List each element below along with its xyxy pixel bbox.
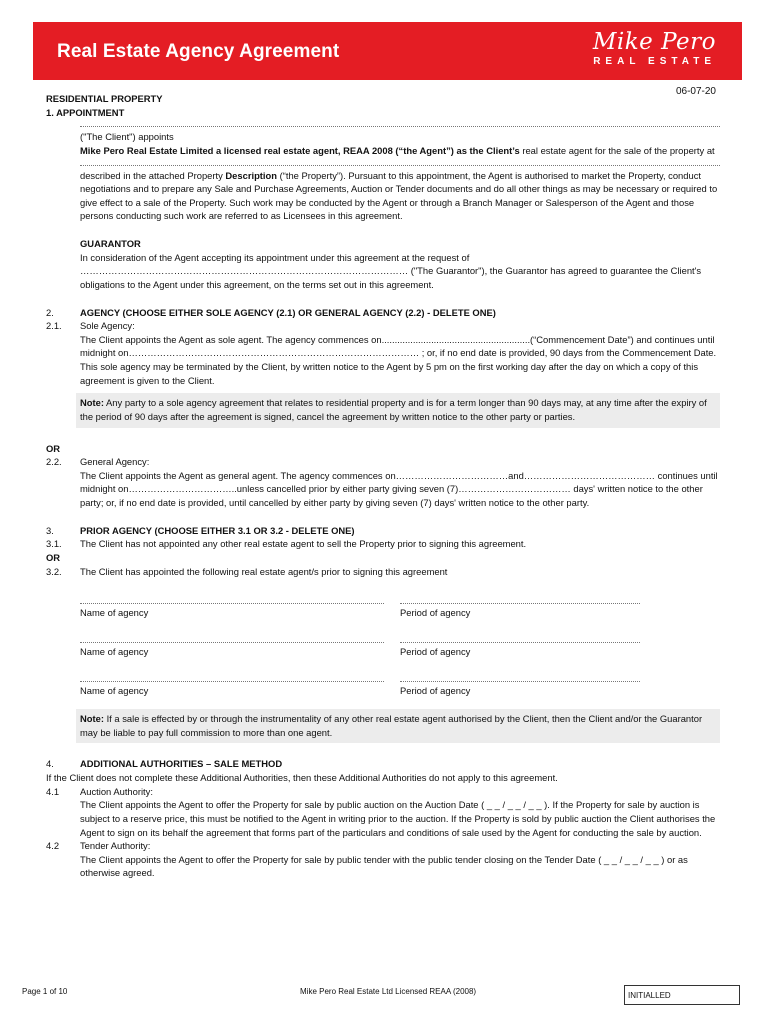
section-number: 3.1. xyxy=(46,538,62,550)
agency-period-field[interactable] xyxy=(400,670,640,682)
guarantor-heading: GUARANTOR xyxy=(80,238,141,249)
tender-authority-row xyxy=(46,839,720,853)
section-heading-appointment: 1. APPOINTMENT xyxy=(46,106,125,118)
agent-appointment-text xyxy=(80,144,720,158)
prior-agency-32-row xyxy=(46,565,720,579)
prior-agency-32-text: The Client has appointed the following real estate agent/s prior to signing this agreement xyxy=(80,565,448,577)
note-label: Note: xyxy=(80,397,104,409)
or-label: OR xyxy=(46,551,61,563)
agency-name-label: Name of agency xyxy=(80,646,149,658)
agency-period-label: Period of agency xyxy=(400,607,471,619)
agency-period-field[interactable] xyxy=(400,631,640,643)
logo-subtitle: REAL ESTATE xyxy=(593,56,716,67)
prior-agency-heading: PRIOR AGENCY (CHOOSE EITHER 3.1 OR 3.2 - DELETE ONE) xyxy=(80,524,355,536)
guarantor-text: In consideration of the Agent accepting its appointment under this agreement at the request of …………………………………………………………………………………………… ("The Guarantor"), the Guarantor has agreed to guarantee the Client's obligations to the Agent under this agreement, on the terms set out in this agreement. xyxy=(80,251,702,290)
agency-name-field[interactable] xyxy=(80,631,384,643)
auction-authority-row xyxy=(46,785,720,799)
note-label: Note: xyxy=(80,713,104,725)
prior-agency-row xyxy=(80,592,720,631)
agency-period-label: Period of agency xyxy=(400,685,471,697)
auction-authority-label: Auction Authority: xyxy=(80,785,153,797)
desc-pre: described in the attached Property xyxy=(80,169,226,181)
section-number: 3.2. xyxy=(46,565,62,577)
section-number: 4.1 xyxy=(46,785,60,797)
agency-name-label: Name of agency xyxy=(80,685,149,697)
prior-agency-row xyxy=(80,670,720,709)
agency-heading-row xyxy=(46,306,720,320)
section-number: 2. xyxy=(46,306,54,318)
agency-name-field[interactable] xyxy=(80,670,384,682)
sole-agency-row xyxy=(46,319,720,333)
property-address-field[interactable] xyxy=(80,158,720,166)
document-body xyxy=(46,92,720,880)
tender-authority-text: The Client appoints the Agent to offer the Property for sale by public tender with the public tender closing on the Tender Date ( _ _ / _ _ / _ _ ) or as otherwise agreed. xyxy=(80,853,688,879)
header-banner xyxy=(33,22,742,80)
client-name-field[interactable] xyxy=(80,119,720,127)
agency-name-label: Name of agency xyxy=(80,607,149,619)
document-title: Real Estate Agency Agreement xyxy=(57,41,340,62)
tender-authority-label: Tender Authority: xyxy=(80,840,151,852)
section-number: 4. xyxy=(46,758,54,770)
or-label: OR xyxy=(46,442,61,454)
sole-agency-label: Sole Agency: xyxy=(80,320,135,332)
agency-name-field[interactable] xyxy=(80,592,384,604)
prior-agency-31-row xyxy=(46,537,720,551)
section-number: 2.1. xyxy=(46,320,62,332)
sole-agency-text: The Client appoints the Agent as sole agent. The agency commences on.........................................................(“Commencement Date”) and continues until midnight on………………………………………………………………………………… ; or, if no end date is provided, 90 days from the Commencement Date. xyxy=(80,333,717,359)
document-date: 06-07-20 xyxy=(675,86,716,97)
sole-agency-termination: This sole agency may be terminated by the Client, by written notice to the Agent by 5 pm on the first working day after the day on which a copy of this agreement is given to the Client. xyxy=(80,361,699,386)
desc-bold: Description xyxy=(225,169,277,181)
page-number: Page 1 of 10 xyxy=(22,987,68,996)
sole-agency-note xyxy=(76,393,720,427)
prior-agency-31-text: The Client has not appointed any other real estate agent to sell the Property prior to signing this agreement. xyxy=(80,538,527,550)
auction-authority-text: The Client appoints the Agent to offer the Property for sale by public auction on the Auction Date ( _ _ / _ _ / _ _ ). If the Property for sale by auction is subject to a reserve price, this must be notified to the Agent in writing prior to the auction. If the Property is sold by public auction the Client authorises the Agent to sign on its behalf the agreement that forms part of the particulars and conditions of sale used by the Agent for conducting the sale by auction. xyxy=(80,799,716,838)
agency-period-field[interactable] xyxy=(400,592,640,604)
section-heading-residential: RESIDENTIAL PROPERTY xyxy=(46,93,163,104)
agency-period-label: Period of agency xyxy=(400,646,471,658)
note-text: If a sale is effected by or through the instrumentality of any other real estate agent authorised by the Client, then the Client and/or the Guarantor may be liable to pay full commission to more than one agent. xyxy=(80,713,703,738)
prior-agency-note xyxy=(76,709,720,743)
agency-heading: AGENCY (CHOOSE EITHER SOLE AGENCY (2.1) OR GENERAL AGENCY (2.2) - DELETE ONE) xyxy=(80,306,496,318)
agent-bold: Mike Pero Real Estate Limited a licensed real estate agent, REAA 2008 (“the Agent”) as the Client’s xyxy=(80,144,520,156)
note-text: Any party to a sole agency agreement that relates to residential property and is for a term longer than 90 days may, at any time after the expiry of the period of 90 days after the agreement is signed, cancel the agreement by written notice to the other party or parties. xyxy=(80,397,707,422)
desc-rest: (“the Property”). Pursuant to this appointment, the Agent is authorised to market the Property, conduct negotiations and to prepare any Sale and Purchase Agreements, Auction or Tender documents and do all other things as may be necessary or required to give effect to a sale of the Property. Such work may be conducted by the Agent or through a Branch Manager or Salesperson of the Agent and those persons conducting such work are referred to as Licensees in this agreement. xyxy=(80,169,718,222)
additional-authorities-intro: If the Client does not complete these Additional Authorities, then these Additional Authorities do not apply to this agreement. xyxy=(46,772,558,783)
general-agency-text: The Client appoints the Agent as general agent. The agency commences on………………………………and…………………………………… continues until midnight on……………………………..unless cancelled prior by either party giving seven (7)……………………………… days' written notice to the other party; or, if no end date is provided, until cancelled by either party by giving seven (7) days' written notice to the other party. xyxy=(80,469,718,508)
logo-script: Mike Pero xyxy=(592,29,716,55)
section-number: 3. xyxy=(46,524,54,536)
prior-agency-row xyxy=(80,631,720,670)
initialled-box[interactable]: INITIALLED xyxy=(624,985,740,1005)
client-appoints-text: ("The Client") appoints xyxy=(80,131,174,143)
general-agency-row xyxy=(46,455,720,469)
agent-rest: real estate agent for the sale of the property at xyxy=(519,144,715,156)
section-number: 2.2. xyxy=(46,456,62,468)
company-logo xyxy=(556,28,716,68)
section-number: 4.2 xyxy=(46,840,60,852)
additional-authorities-heading-row xyxy=(46,757,720,771)
property-description-text xyxy=(80,169,720,224)
footer-company: Mike Pero Real Estate Ltd Licensed REAA (2008) xyxy=(300,987,477,996)
prior-agency-heading-row xyxy=(46,524,720,538)
general-agency-label: General Agency: xyxy=(80,456,150,468)
additional-authorities-heading: ADDITIONAL AUTHORITIES – SALE METHOD xyxy=(80,758,283,770)
